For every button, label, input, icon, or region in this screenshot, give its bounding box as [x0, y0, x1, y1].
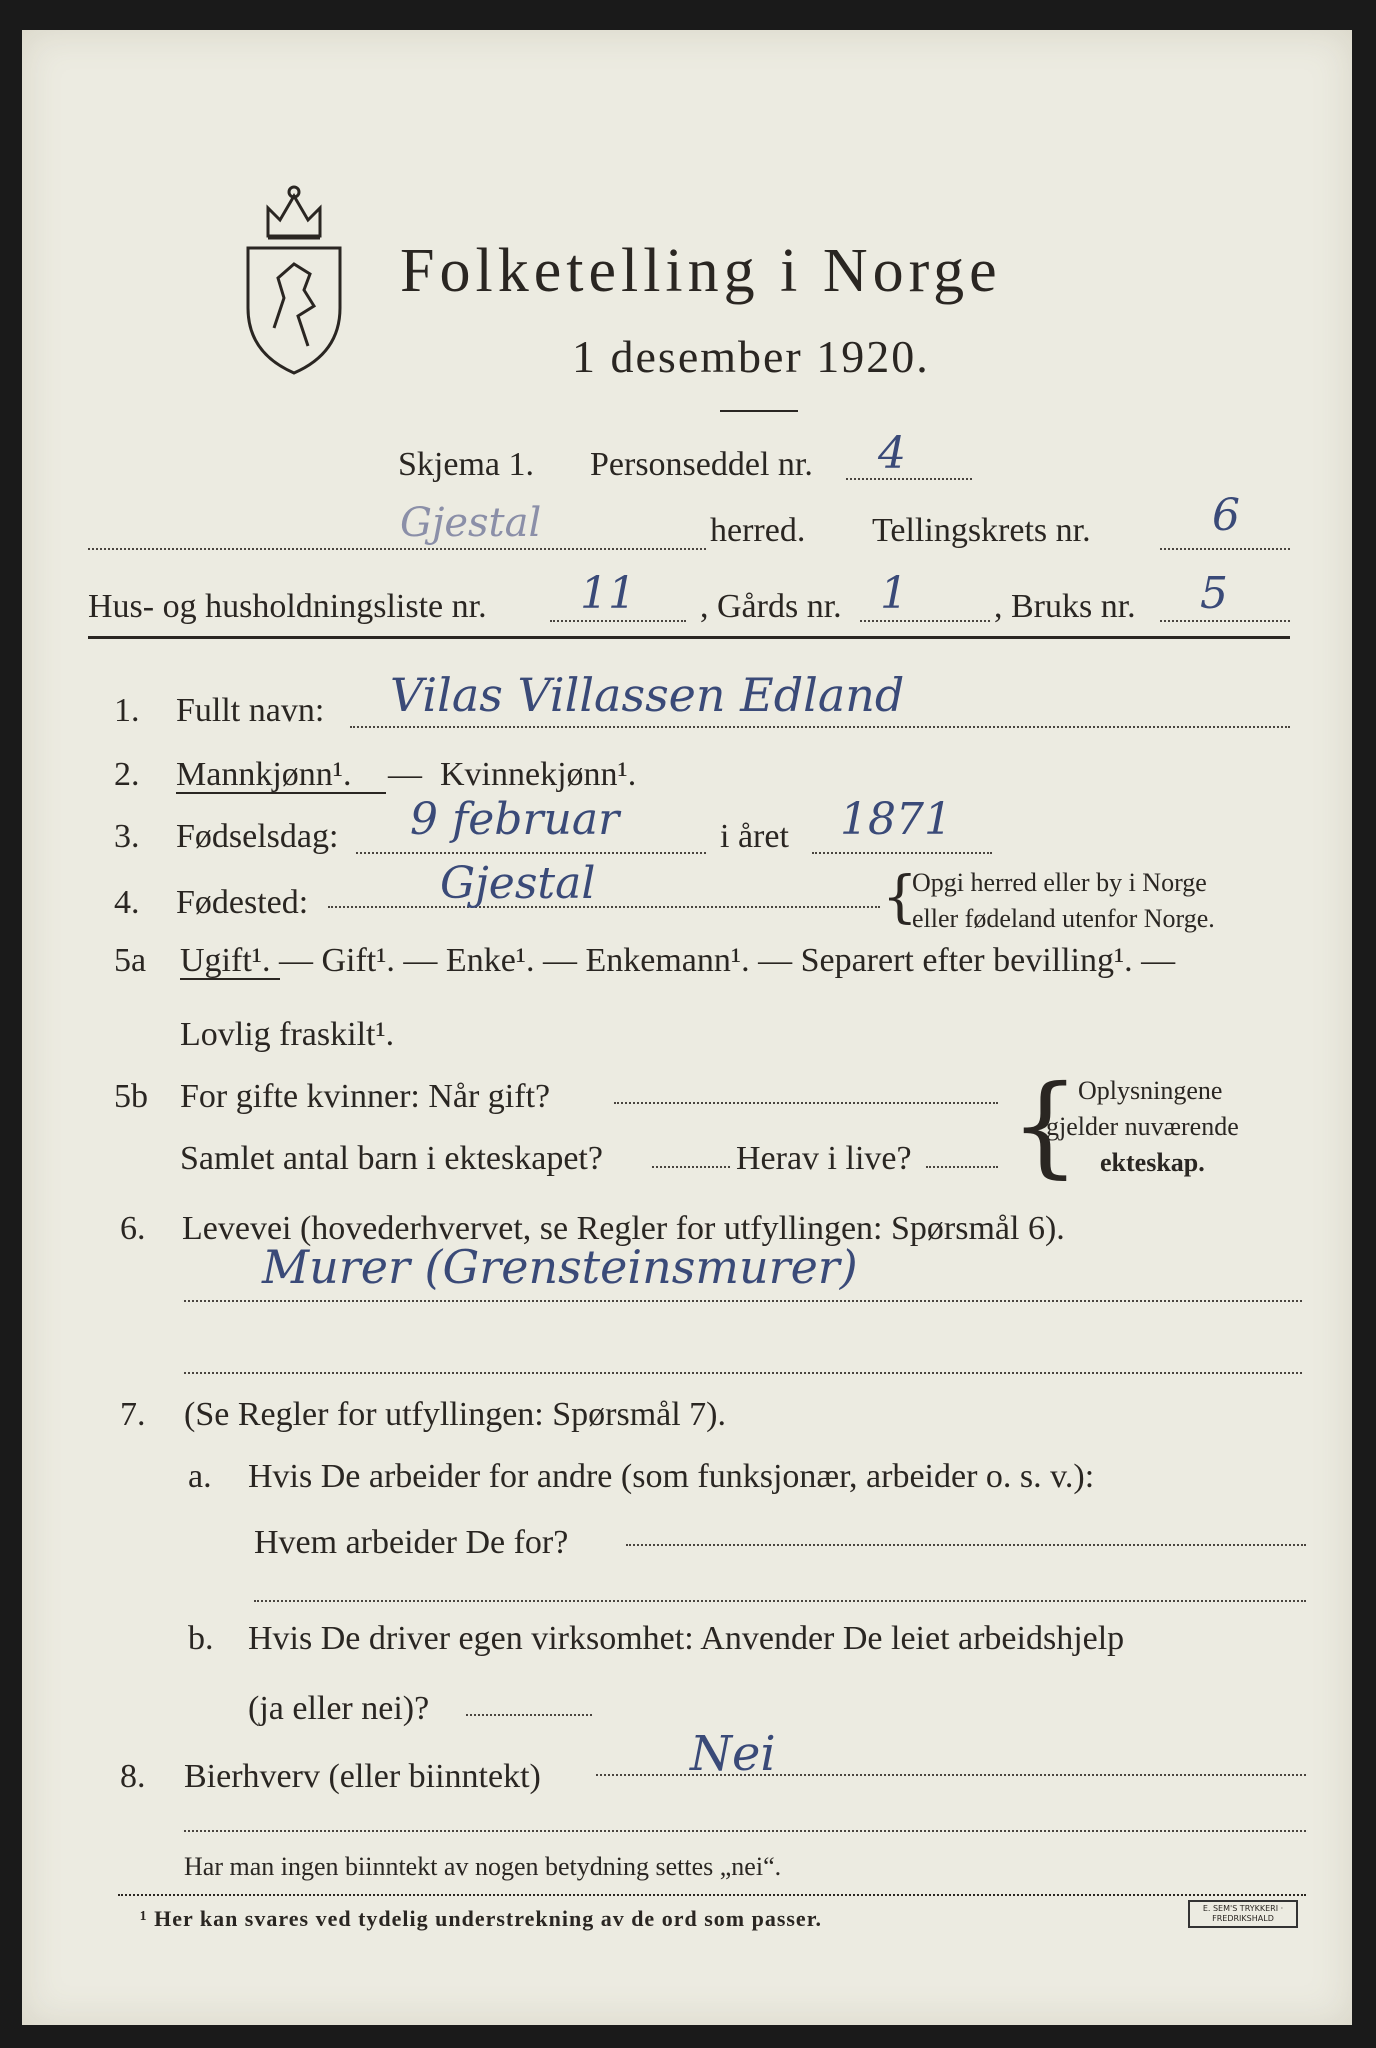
q3-date-line — [356, 852, 706, 854]
printer-stamp: E. SEM'S TRYKKERI · FREDRIKSHALD — [1188, 1900, 1298, 1928]
q7-number: 7. — [120, 1396, 146, 1433]
gards-label: , Gårds nr. — [700, 588, 842, 625]
herred-label: herred. — [710, 512, 806, 549]
q3-value: 9 februar — [410, 794, 620, 845]
q3-year-value: 1871 — [840, 794, 952, 845]
q7a-line-1: Hvis De arbeider for andre (som funksjonær, arbeider o. s. v.): — [248, 1458, 1095, 1495]
q4-label: Fødested: — [176, 884, 309, 921]
q5b-brace: { — [1010, 1061, 1080, 1189]
q5b-note-2: gjelder nuværende — [1046, 1112, 1239, 1141]
q4-note-2: eller fødeland utenfor Norge. — [912, 904, 1215, 933]
q2-male: Mannkjønn¹. — [176, 756, 352, 793]
hus-label: Hus- og husholdningsliste nr. — [88, 588, 487, 625]
q6-line-1 — [184, 1300, 1302, 1302]
q5a-line-1: Ugift¹. — Gift¹. — Enke¹. — Enkemann¹. — Separert efter bevilling¹. — — [180, 942, 1176, 979]
q3-year-line — [812, 852, 992, 854]
q2-female: Kvinnekjønn¹. — [440, 756, 637, 793]
q5b-number: 5b — [114, 1078, 148, 1115]
q6-number: 6. — [120, 1210, 146, 1247]
q8-line-2 — [184, 1830, 1306, 1832]
bruks-value: 5 — [1200, 568, 1228, 619]
personseddel-label: Personseddel nr. — [590, 446, 813, 483]
q8-label: Bierhverv (eller biinntekt) — [184, 1758, 541, 1795]
norway-coat-of-arms-icon — [238, 178, 350, 378]
q5b-children-line — [652, 1166, 730, 1168]
bruks-label: , Bruks nr. — [994, 588, 1136, 625]
personseddel-line — [846, 478, 972, 480]
tellingskrets-label: Tellingskrets nr. — [872, 512, 1091, 549]
q7b-label: b. — [188, 1620, 214, 1657]
title-divider — [720, 410, 798, 412]
q7a-line-2: Hvem arbeider De for? — [254, 1524, 569, 1561]
q7a-label: a. — [188, 1458, 212, 1495]
q3-label: Fødselsdag: — [176, 818, 339, 855]
q1-number: 1. — [114, 692, 140, 729]
herred-line — [88, 548, 706, 550]
bierhverv-note: Har man ingen biinntekt av nogen betydning settes „nei“. — [184, 1852, 782, 1881]
skjema-label: Skjema 1. — [398, 446, 534, 483]
q6-value: Murer (Grensteinsmurer) — [262, 1240, 858, 1294]
q7a-answer-line-2 — [254, 1600, 1306, 1602]
q6-label: Levevei (hovederhvervet, se Regler for utfyllingen: Spørsmål 6). — [182, 1210, 1065, 1247]
hus-value: 11 — [580, 568, 636, 619]
q2-dash: — — [388, 756, 422, 793]
q4-value: Gjestal — [440, 858, 596, 909]
herred-value: Gjestal — [400, 500, 542, 546]
q5b-when-line — [614, 1102, 998, 1104]
q1-value: Vilas Villassen Edland — [390, 668, 905, 722]
q6-line-2 — [184, 1372, 1302, 1374]
q5b-note-1: Oplysningene — [1078, 1076, 1223, 1105]
q4-number: 4. — [114, 884, 140, 921]
q5b-note-3: ekteskap. — [1100, 1148, 1205, 1177]
q4-note-1: Opgi herred eller by i Norge — [912, 868, 1207, 897]
q2-number: 2. — [114, 756, 140, 793]
footnote: ¹ Her kan svares ved tydelig understrekning av de ord som passer. — [140, 1906, 822, 1931]
q8-number: 8. — [120, 1758, 146, 1795]
personseddel-value: 4 — [878, 428, 906, 479]
q7b-line-2: (ja eller nei)? — [248, 1690, 430, 1727]
gards-value: 1 — [880, 568, 908, 619]
q4-line — [328, 906, 880, 908]
q2-male-underline — [176, 792, 386, 794]
q5a-number: 5a — [114, 942, 147, 979]
form-title: Folketelling i Norge — [400, 237, 1002, 305]
q5a-line-2: Lovlig fraskilt¹. — [180, 1016, 395, 1053]
q3-number: 3. — [114, 818, 140, 855]
q8-value: Nei — [690, 1726, 776, 1782]
q7-label: (Se Regler for utfyllingen: Spørsmål 7). — [184, 1396, 727, 1433]
gards-line — [860, 620, 990, 622]
q7b-line-1: Hvis De driver egen virksomhet: Anvender De leiet arbeidshjelp — [248, 1620, 1125, 1657]
footnote-rule — [118, 1894, 1306, 1896]
q5b-alive-line — [926, 1166, 998, 1168]
q7b-answer-line — [466, 1714, 592, 1716]
q7a-answer-line-1 — [626, 1544, 1306, 1546]
q3-year-label: i året — [720, 818, 789, 855]
census-date: 1 desember 1920. — [572, 331, 930, 382]
hus-line — [550, 620, 686, 622]
bruks-line — [1160, 620, 1290, 622]
q5b-line-2a: Samlet antal barn i ekteskapet? — [180, 1140, 603, 1177]
header-rule — [88, 636, 1290, 639]
q5b-line-1: For gifte kvinner: Når gift? — [180, 1078, 551, 1115]
q4-brace: { — [882, 865, 918, 930]
q5a-ugift-underline — [180, 978, 280, 980]
q5b-line-2b: Herav i live? — [736, 1140, 912, 1177]
q1-label: Fullt navn: — [176, 692, 325, 729]
tellingskrets-value: 6 — [1212, 490, 1240, 541]
tellingskrets-line — [1160, 548, 1290, 550]
q1-line — [350, 726, 1290, 728]
